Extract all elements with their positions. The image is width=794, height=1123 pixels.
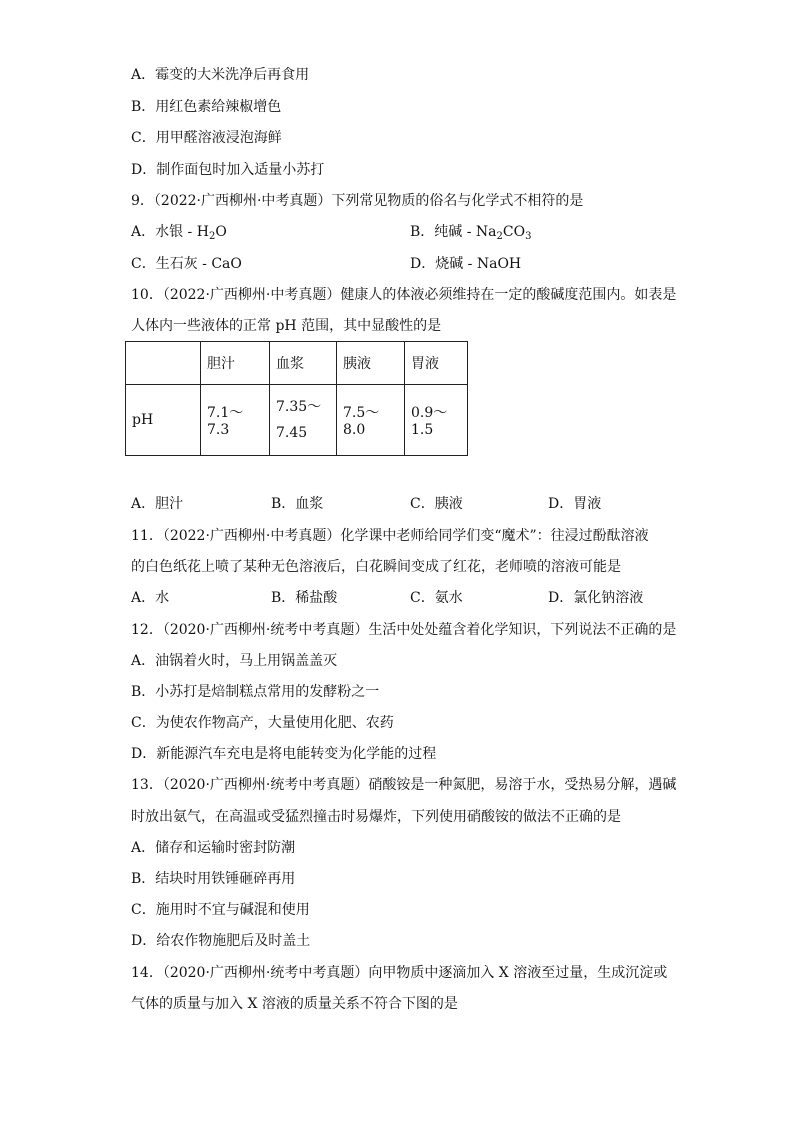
q13-option-b: B．结块时用铁锤砸碎再用 bbox=[131, 871, 296, 887]
q10-stem-line2: 人体内一些液体的正常 pH 范围，其中显酸性的是 bbox=[131, 318, 442, 334]
table-header-row bbox=[126, 342, 468, 385]
q12-option-d: D．新能源汽车充电是将电能转变为化学能的过程 bbox=[131, 746, 437, 762]
q9-option-d: D．烧碱 - NaOH bbox=[410, 256, 522, 272]
table-header-cell: 胆汁 bbox=[201, 342, 270, 385]
q10-stem-line1: 10．（2022·广西柳州·中考真题）健康人的体液必须维持在一定的酸碱度范围内。如表是 bbox=[131, 287, 677, 303]
q14-stem-line2: 气体的质量与加入 X 溶液的质量关系不符合下图的是 bbox=[131, 996, 458, 1012]
q12-stem: 12．（2020·广西柳州·统考中考真题）生活中处处蕴含着化学知识，下列说法不正确的是 bbox=[131, 622, 677, 638]
q14-stem-line1: 14．（2020·广西柳州·统考中考真题）向甲物质中逐滴加入 X 溶液至过量，生成沉淀或 bbox=[131, 965, 668, 981]
q12-option-b: B．小苏打是焙制糕点常用的发酵粉之一 bbox=[131, 684, 380, 700]
q11-option-b: B．稀盐酸 bbox=[271, 590, 338, 606]
q10-option-d: D．胃液 bbox=[548, 496, 602, 512]
table-row bbox=[126, 385, 468, 456]
q11-option-a: A．水 bbox=[131, 590, 170, 606]
ph-table bbox=[125, 341, 468, 456]
q10-option-b: B．血浆 bbox=[271, 496, 324, 512]
table-header-cell: 胰液 bbox=[337, 342, 405, 385]
q11-option-c: C．氨水 bbox=[410, 590, 463, 606]
q9-option-a: A．水银 - $H_2O$ bbox=[131, 224, 227, 242]
table-row-label: pH bbox=[126, 385, 201, 456]
q9-option-b: B．纯碱 - $Na_2CO_3$ bbox=[410, 224, 532, 242]
q13-stem-line2: 时放出氨气，在高温或受猛烈撞击时易爆炸，下列使用硝酸铵的做法不正确的是 bbox=[131, 809, 621, 825]
q11-stem-line1: 11．（2022·广西柳州·中考真题）化学课中老师给同学们变“魔术”：往浸过酚酞溶液 bbox=[131, 528, 649, 544]
q12-option-a: A．油锅着火时，马上用锅盖盖灭 bbox=[131, 653, 338, 669]
table-cell: 0.9～1.5 bbox=[405, 385, 468, 456]
q10-option-c: C．胰液 bbox=[410, 496, 463, 512]
q11-stem-line2: 的白色纸花上喷了某种无色溶液后，白花瞬间变成了红花，老师喷的溶液可能是 bbox=[131, 559, 621, 575]
q12-option-c: C．为使农作物高产，大量使用化肥、农药 bbox=[131, 715, 394, 731]
q10-option-a: A．胆汁 bbox=[131, 496, 184, 512]
table-cell: 7.35～ 7.45 bbox=[270, 385, 337, 456]
q8-option-b: B．用红色素给辣椒增色 bbox=[131, 99, 282, 115]
q13-option-d: D．给农作物施肥后及时盖土 bbox=[131, 933, 311, 949]
q13-option-a: A．储存和运输时密封防潮 bbox=[131, 840, 296, 856]
table-cell: 7.1～7.3 bbox=[201, 385, 270, 456]
table-cell: 7.5～8.0 bbox=[337, 385, 405, 456]
q13-option-c: C．施用时不宜与碱混和使用 bbox=[131, 902, 310, 918]
q8-option-c: C．用甲醛溶液浸泡海鲜 bbox=[131, 130, 282, 146]
q8-option-d: D．制作面包时加入适量小苏打 bbox=[131, 162, 325, 178]
q9-stem: 9．（2022·广西柳州·中考真题）下列常见物质的俗名与化学式不相符的是 bbox=[131, 193, 584, 209]
q11-option-d: D．氯化钠溶液 bbox=[548, 590, 644, 606]
table-header-cell: 胃液 bbox=[405, 342, 468, 385]
q13-stem-line1: 13．（2020·广西柳州·统考中考真题）硝酸铵是一种氮肥，易溶于水，受热易分解，遇碱 bbox=[131, 777, 677, 793]
table-header-cell bbox=[126, 342, 201, 385]
q9-option-c: C．生石灰 - CaO bbox=[131, 256, 242, 272]
table-header-cell: 血浆 bbox=[270, 342, 337, 385]
q8-option-a: A．霉变的大米洗净后再食用 bbox=[131, 67, 310, 83]
